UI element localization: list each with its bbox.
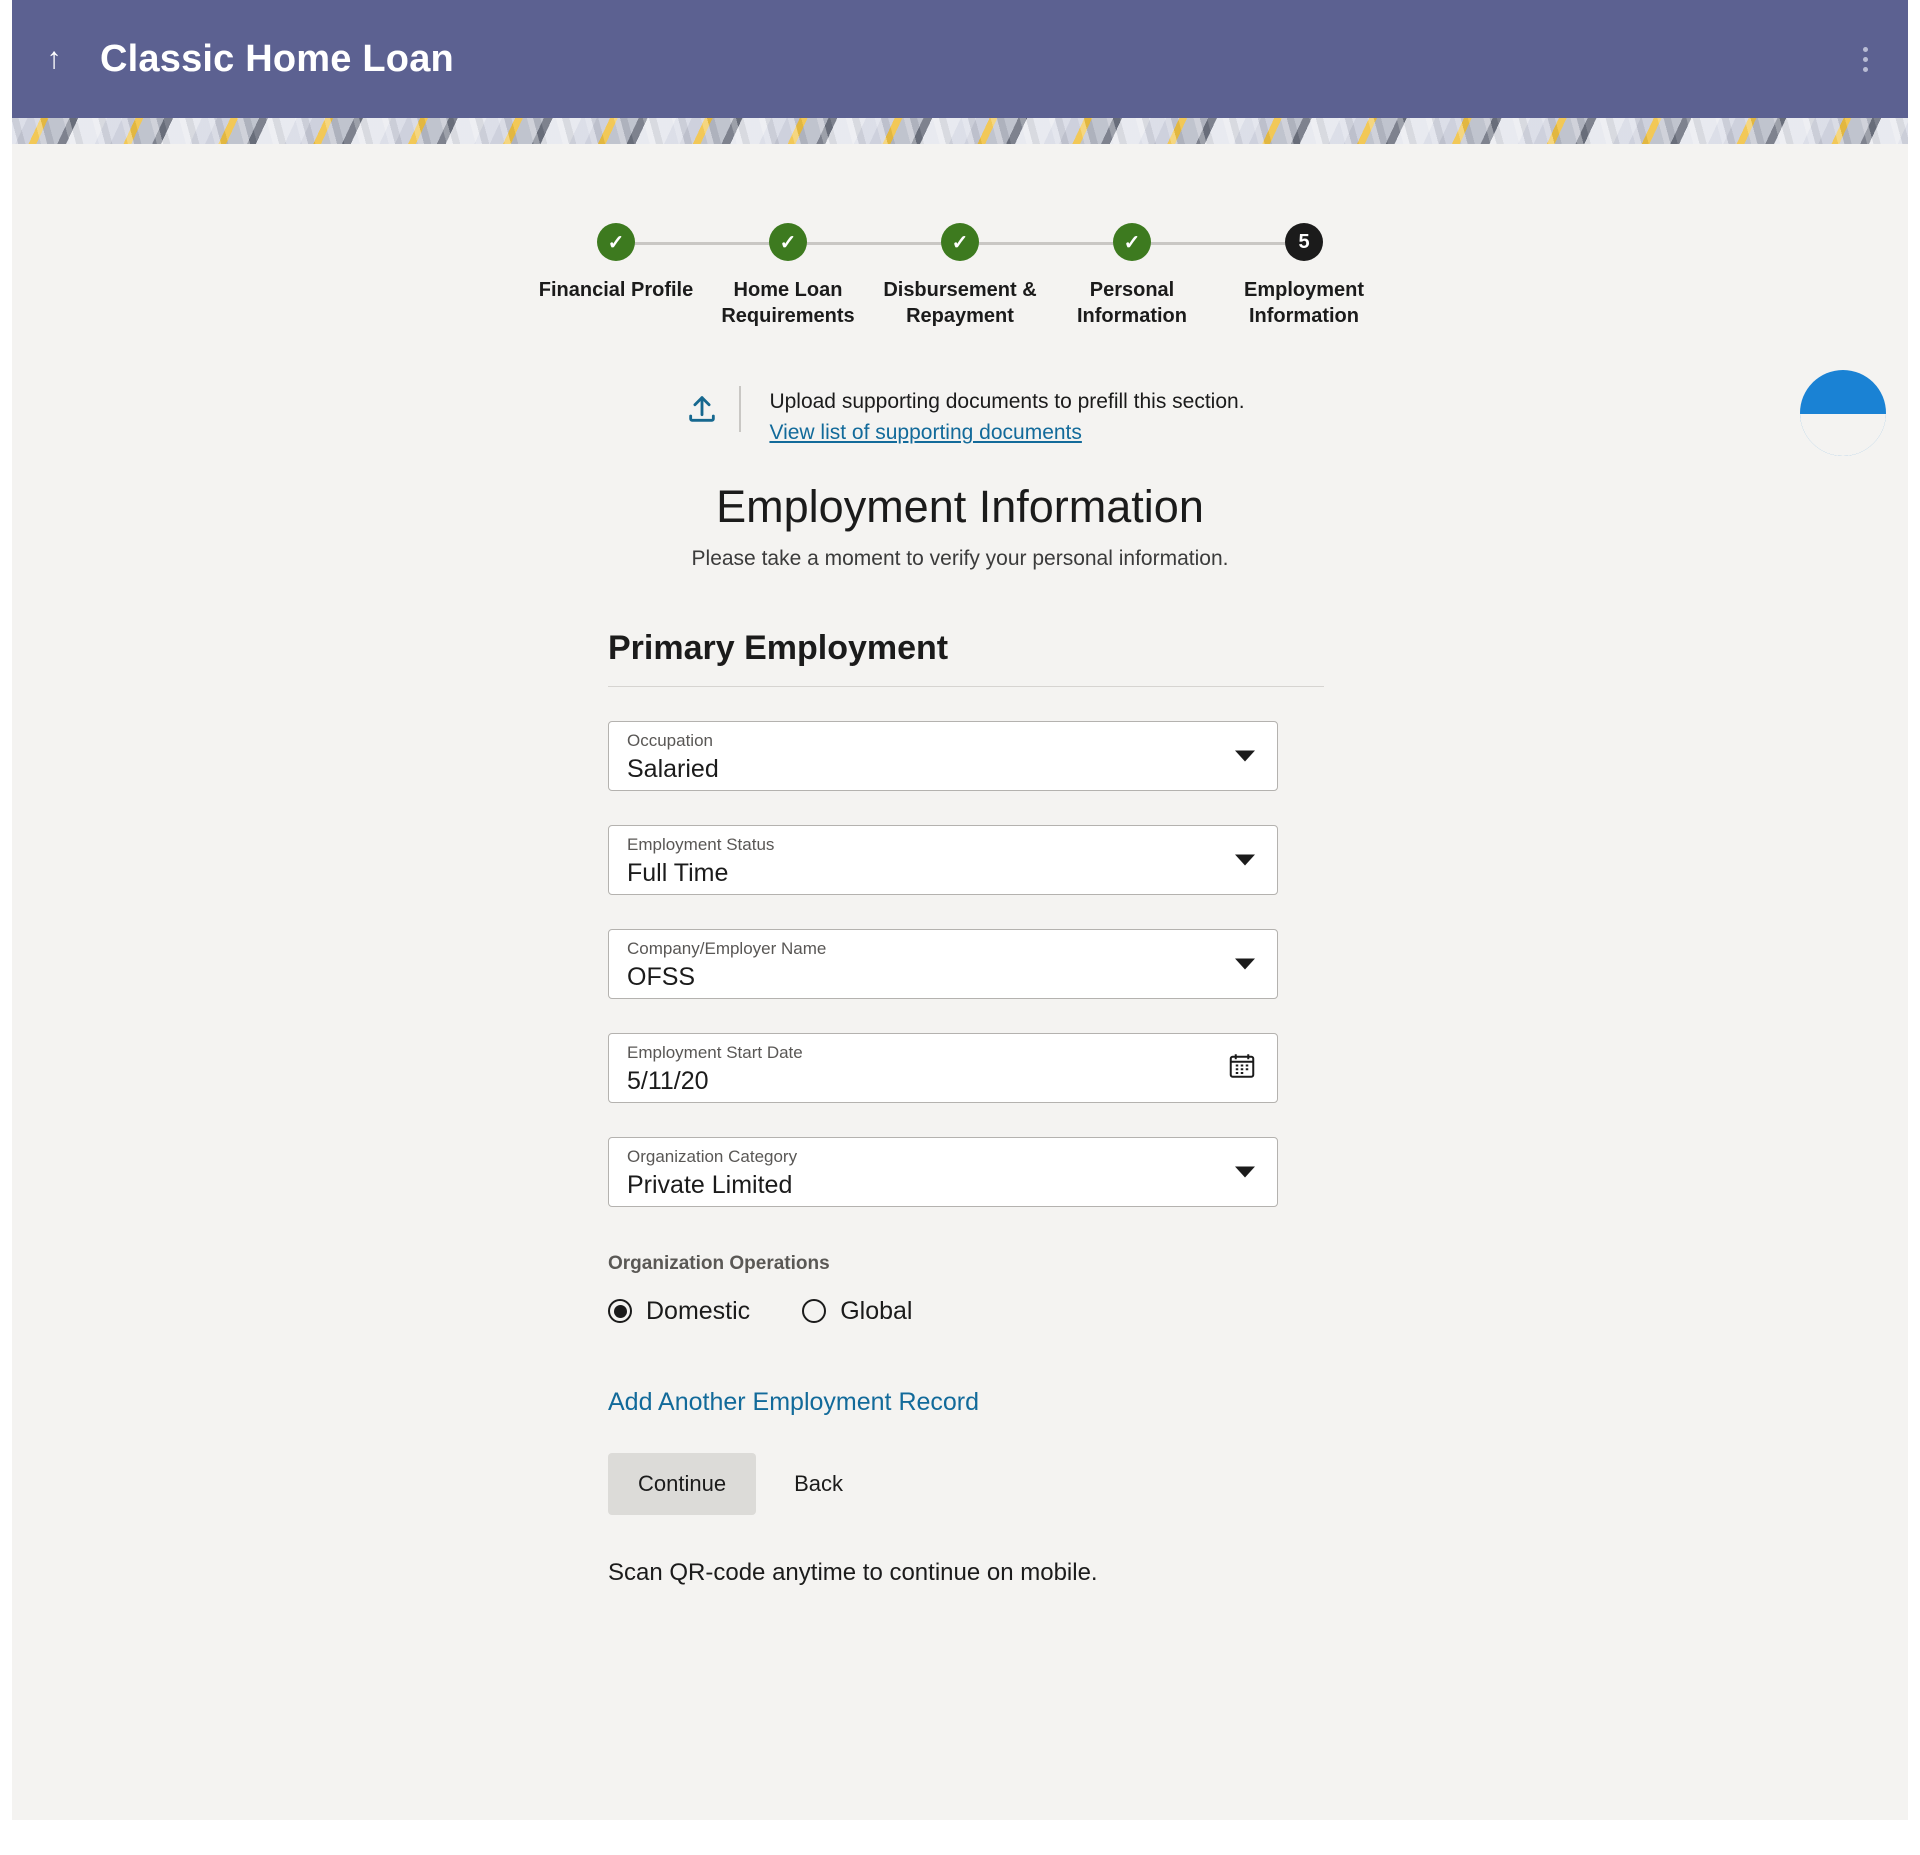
primary-employment-heading: Primary Employment xyxy=(608,629,1324,687)
form-actions xyxy=(608,1453,1328,1515)
radio-indicator-domestic[interactable] xyxy=(608,1299,632,1323)
kebab-menu-icon[interactable] xyxy=(1850,36,1880,82)
application-window xyxy=(12,0,1908,1820)
stepper-connector xyxy=(960,242,1132,245)
view-supporting-documents-link[interactable]: View list of supporting documents xyxy=(769,421,1082,445)
upload-hint-text: Upload supporting documents to prefill this section. xyxy=(769,389,1245,413)
stepper-step-personal-information[interactable] xyxy=(1046,219,1218,330)
stepper-marker[interactable]: ✓ xyxy=(1113,223,1151,261)
progress-stepper xyxy=(12,219,1908,330)
stepper-marker[interactable]: ✓ xyxy=(769,223,807,261)
company-employer-name-value: OFSS xyxy=(627,963,696,992)
employment-start-date-label: Employment Start Date xyxy=(627,1042,803,1062)
stepper-step-financial-profile[interactable] xyxy=(530,219,702,303)
stepper-connector xyxy=(616,242,788,245)
occupation-value: Salaried xyxy=(627,755,719,784)
organization-operations-label: Organization Operations xyxy=(608,1252,830,1274)
stepper-marker-current[interactable]: 5 xyxy=(1285,223,1323,261)
section-page-title: Employment Information xyxy=(716,480,1204,532)
add-another-employment-record-link[interactable]: Add Another Employment Record xyxy=(608,1387,980,1416)
chevron-down-icon[interactable] xyxy=(1235,750,1255,761)
occupation-label: Occupation xyxy=(627,730,713,750)
occupation-field[interactable] xyxy=(608,721,1278,791)
stepper-marker[interactable]: ✓ xyxy=(941,223,979,261)
stepper-step-employment-information[interactable] xyxy=(1218,219,1390,330)
upload-documents-hint xyxy=(12,386,1908,449)
section-page-subtitle: Please take a moment to verify your personal information. xyxy=(691,546,1229,570)
calendar-icon[interactable] xyxy=(1227,1050,1257,1085)
chat-assistant-button[interactable] xyxy=(1800,370,1886,456)
employment-status-label: Employment Status xyxy=(627,834,775,854)
radio-option-global[interactable] xyxy=(802,1297,912,1326)
qr-code-note: Scan QR-code anytime to continue on mobile. xyxy=(608,1558,1098,1586)
employment-start-date-value: 5/11/20 xyxy=(627,1067,709,1096)
stepper-step-home-loan-requirements[interactable] xyxy=(702,219,874,330)
employment-form xyxy=(608,629,1328,1587)
radio-label-domestic: Domestic xyxy=(646,1296,751,1325)
stepper-label: Financial Profile xyxy=(538,279,694,301)
app-header xyxy=(12,0,1908,118)
organization-category-label: Organization Category xyxy=(627,1146,798,1166)
radio-label-global: Global xyxy=(840,1296,913,1325)
stepper-step-disbursement-repayment[interactable] xyxy=(874,219,1046,330)
chevron-down-icon[interactable] xyxy=(1235,1166,1255,1177)
stepper-label: Personal Information xyxy=(1077,279,1187,328)
stepper-connector xyxy=(1132,242,1304,245)
chevron-down-icon[interactable] xyxy=(1235,854,1255,865)
chevron-down-icon[interactable] xyxy=(1235,958,1255,969)
employment-status-field[interactable] xyxy=(608,825,1278,895)
decorative-banner xyxy=(12,118,1908,144)
employment-start-date-field[interactable] xyxy=(608,1033,1278,1103)
back-arrow-icon[interactable]: ↑ xyxy=(46,42,62,75)
radio-option-domestic[interactable] xyxy=(608,1297,750,1326)
organization-category-field[interactable] xyxy=(608,1137,1278,1207)
stepper-marker[interactable]: ✓ xyxy=(597,223,635,261)
company-employer-name-field[interactable] xyxy=(608,929,1278,999)
organization-category-value: Private Limited xyxy=(627,1171,793,1200)
employment-status-value: Full Time xyxy=(627,859,729,888)
stepper-label: Home Loan Requirements xyxy=(721,279,855,328)
radio-indicator-global[interactable] xyxy=(802,1299,826,1323)
company-employer-name-label: Company/Employer Name xyxy=(627,938,827,958)
stepper-label: Employment Information xyxy=(1243,279,1365,328)
page-title: Classic Home Loan xyxy=(100,37,454,80)
stepper-label: Disbursement & Repayment xyxy=(883,279,1037,328)
organization-operations-radio-group xyxy=(608,1297,1328,1326)
back-button[interactable]: Back xyxy=(772,1453,865,1515)
continue-button[interactable]: Continue xyxy=(608,1453,756,1515)
stepper-connector xyxy=(788,242,960,245)
vertical-divider xyxy=(739,386,741,432)
upload-icon[interactable] xyxy=(675,386,729,432)
